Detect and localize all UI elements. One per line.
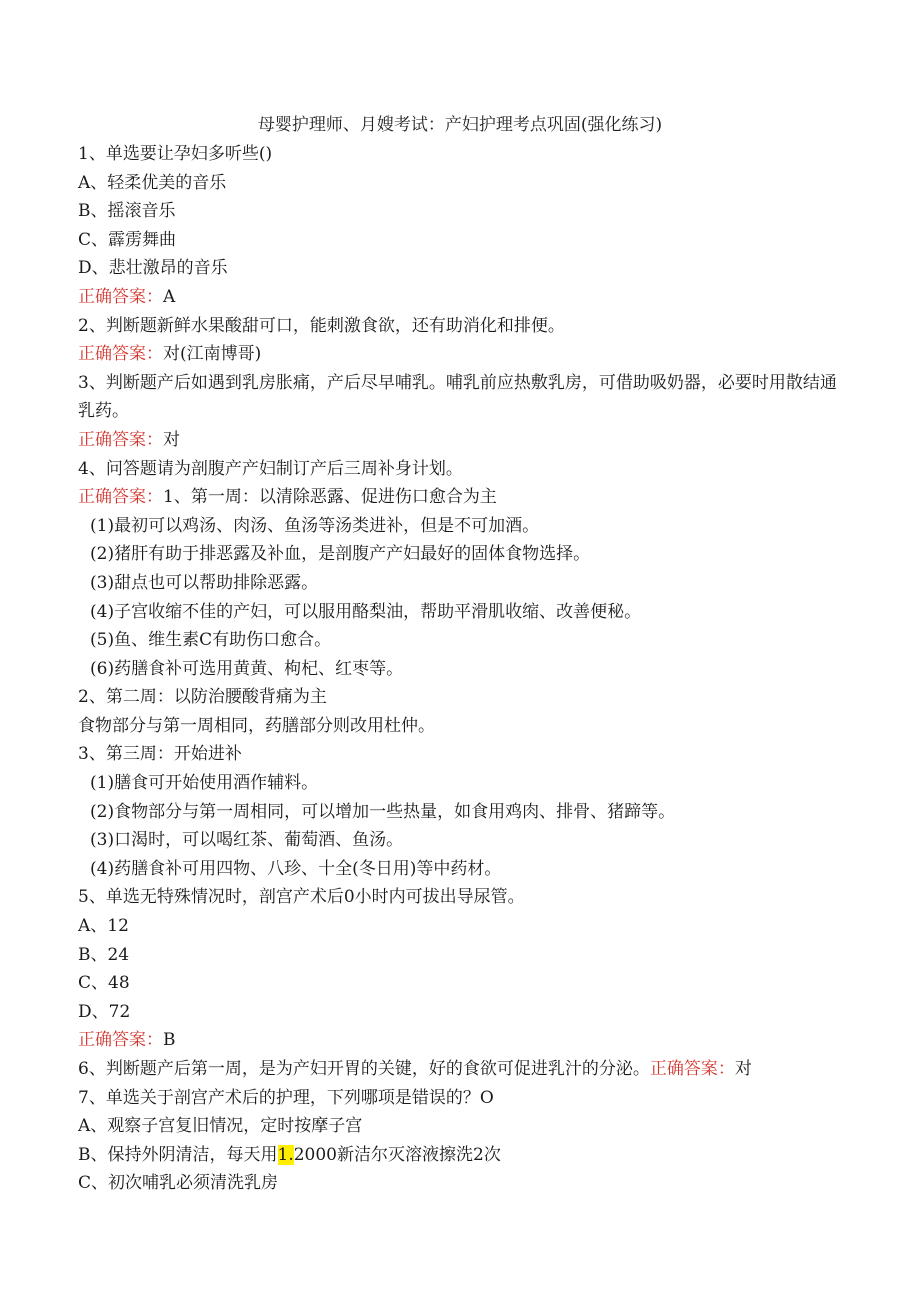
answer-line — [78, 340, 848, 369]
answer-value: 对 — [163, 429, 180, 450]
answer-value: 1、第一周：以清除恶露、促进伤口愈合为主 — [163, 487, 497, 508]
answer-value: 对(江南博哥) — [163, 344, 262, 365]
answer-line — [78, 1026, 848, 1055]
question-5-stem: 5、单选无特殊情况时，剖宫产术后0小时内可拔出导尿管。 — [78, 887, 525, 908]
option-b: B、24 — [78, 944, 130, 965]
answer-label: 正确答案： — [78, 344, 163, 365]
answer-label: 正确答案： — [78, 1030, 163, 1051]
option-b — [78, 1141, 848, 1170]
question-4-stem: 4、问答题请为剖腹产产妇制订产后三周补身计划。 — [78, 458, 463, 479]
week1-item: (5)鱼、维生素C有助伤口愈合。 — [90, 630, 332, 651]
week3-item: (4)药膳食补可用四物、八珍、十全(冬日用)等中药材。 — [90, 858, 502, 879]
question-6-stem: 6、判断题产后第一周，是为产妇开胃的关键，好的食欲可促进乳汁的分泌。 — [78, 1059, 650, 1079]
week1-item: (6)药膳食补可选用黄黄、枸杞、红枣等。 — [90, 658, 404, 679]
answer-label: 正确答案： — [78, 487, 163, 508]
question-2-stem: 2、判断题新鲜水果酸甜可口，能刺激食欲，还有助消化和排便。 — [78, 315, 565, 336]
option-a: A、12 — [78, 916, 129, 937]
option-c: C、霹雳舞曲 — [78, 229, 177, 250]
question-3-stem: 3、判断题产后如遇到乳房胀痛，产后尽早哺乳。哺乳前应热敷乳房，可借助吸奶器，必要时用散结通乳药。 — [78, 372, 837, 422]
option-b: B、摇滚音乐 — [78, 201, 176, 222]
answer-line — [78, 483, 848, 512]
week1-item: (2)猪肝有助于排恶露及补血，是剖腹产产妇最好的固体食物选择。 — [90, 544, 591, 565]
answer-value: B — [163, 1030, 176, 1051]
highlighted-text: 1. — [277, 1144, 294, 1165]
answer-line — [78, 283, 848, 312]
week1-item: (4)子宫收缩不佳的产妇，可以服用酪梨油，帮助平滑肌收缩、改善便秘。 — [90, 601, 642, 622]
week3-item: (2)食物部分与第一周相同，可以增加一些热量，如食用鸡肉、排骨、猪蹄等。 — [90, 801, 676, 822]
week1-item: (3)甜点也可以帮助排除恶露。 — [90, 572, 319, 593]
option-a: A、观察子宫复旧情况，定时按摩子宫 — [78, 1116, 363, 1137]
question-1-stem: 1、单选要让孕妇多听些() — [78, 144, 273, 164]
week3-title: 3、第三周：开始进补 — [78, 744, 242, 765]
answer-line — [78, 426, 848, 455]
option-b-text-end: 2000新洁尔灭溶液擦洗2次 — [293, 1144, 501, 1165]
option-c: C、初次哺乳必须清洗乳房 — [78, 1173, 279, 1194]
option-a: A、轻柔优美的音乐 — [78, 172, 227, 193]
page-title: 母婴护理师、月嫂考试：产妇护理考点巩固(强化练习) — [257, 115, 663, 135]
document-body — [78, 140, 848, 1198]
answer-label: 正确答案： — [78, 286, 163, 307]
option-c: C、48 — [78, 973, 130, 994]
week1-item: (1)最初可以鸡汤、肉汤、鱼汤等汤类进补，但是不可加酒。 — [90, 515, 540, 536]
answer-value: 对 — [734, 1059, 752, 1079]
option-d: D、悲壮激昂的音乐 — [78, 258, 228, 279]
week3-item: (3)口渴时，可以喝红茶、葡萄酒、鱼汤。 — [90, 830, 404, 851]
answer-value: A — [163, 286, 176, 307]
week3-item: (1)膳食可开始使用酒作辅料。 — [90, 773, 319, 794]
week2-title: 2、第二周：以防治腰酸背痛为主 — [78, 687, 327, 708]
option-b-text-start: B、保持外阴清洁，每天用 — [78, 1144, 278, 1165]
answer-label: 正确答案： — [78, 429, 163, 450]
week2-text: 食物部分与第一周相同，药膳部分则改用杜仲。 — [78, 715, 435, 736]
option-d: D、72 — [78, 1001, 131, 1022]
question-7-stem: 7、单选关于剖宫产术后的护理，下列哪项是错误的？O — [78, 1087, 494, 1108]
answer-label: 正确答案： — [649, 1059, 735, 1079]
question-6-line — [78, 1055, 848, 1084]
